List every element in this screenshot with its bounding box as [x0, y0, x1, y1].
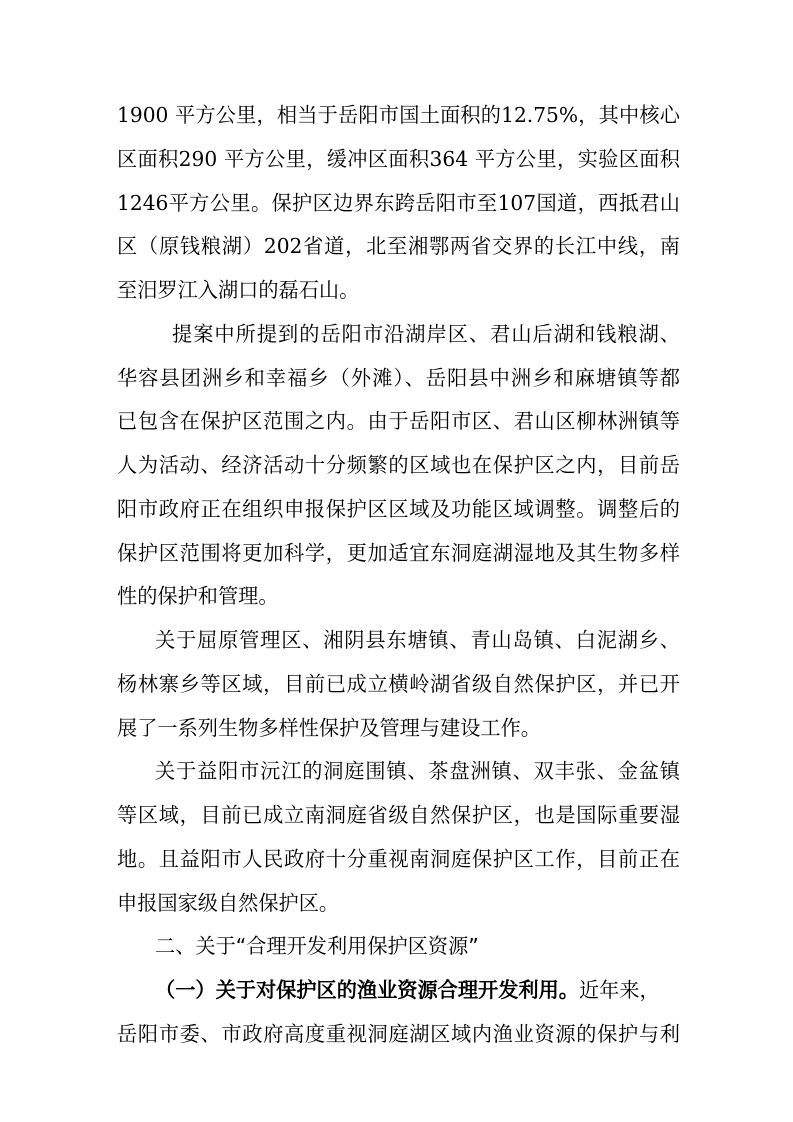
paragraph-line: 等区域，目前已成立南洞庭省级自然保护区，也是国际重要湿 [117, 803, 680, 827]
paragraph-line: 岳阳市委、市政府高度重视洞庭湖区域内渔业资源的保护与利 [117, 1021, 680, 1046]
paragraph-line: 1246平方公里。保护区边界东跨岳阳市至107国道，西抵君山 [117, 190, 680, 215]
paragraph-line: 1900 平方公里，相当于岳阳市国土面积的12.75%，其中核心 [117, 103, 680, 127]
paragraph-line [117, 969, 680, 1013]
subsection-heading: （一）关于对保护区的渔业资源合理开发利用。 [155, 978, 579, 1002]
paragraph-line: 性的保护和管理。 [117, 584, 279, 609]
paragraph-line: 展了一系列生物多样性保护及管理与建设工作。 [117, 715, 541, 740]
paragraph-line: 地。且益阳市人民政府十分重视南洞庭保护区工作，目前正在 [117, 846, 680, 871]
paragraph-line: 区面积290 平方公里，缓冲区面积364 平方公里，实验区面积 [117, 146, 680, 171]
paragraph-line: 关于屈原管理区、湘阴县东塘镇、青山岛镇、白泥湖乡、 [155, 628, 680, 652]
paragraph-line: 阳市政府正在组织申报保护区区域及功能区域调整。调整后的 [117, 496, 680, 521]
paragraph-line: 已包含在保护区范围之内。由于岳阳市区、君山区柳林洲镇等 [117, 409, 680, 434]
paragraph-line: 华容县团洲乡和幸福乡（外滩）、岳阳县中洲乡和麻塘镇等都 [117, 365, 680, 390]
paragraph-line: 申报国家级自然保护区。 [117, 890, 340, 915]
document-body [117, 94, 680, 1057]
paragraph-line: 关于益阳市沅江的洞庭围镇、茶盘洲镇、双丰张、金盆镇 [155, 759, 680, 784]
section-heading: 二、关于“合理开发利用保护区资源” [155, 934, 479, 959]
paragraph-line: 人为活动、经济活动十分频繁的区域也在保护区之内，目前岳 [117, 453, 680, 477]
paragraph-line: 至汨罗江入湖口的磊石山。 [117, 278, 360, 302]
paragraph-text: 近年来， [578, 978, 660, 1002]
paragraph-line: 提案中所提到的岳阳市沿湖岸区、君山后湖和钱粮湖、 [172, 321, 680, 346]
paragraph-line: 保护区范围将更加科学，更加适宜东洞庭湖湿地及其生物多样 [117, 540, 680, 565]
paragraph-line: 杨林寨乡等区域，目前已成立横岭湖省级自然保护区，并已开 [117, 671, 680, 696]
paragraph-line: 区（原钱粮湖）202省道，北至湘鄂两省交界的长江中线，南 [117, 234, 680, 259]
